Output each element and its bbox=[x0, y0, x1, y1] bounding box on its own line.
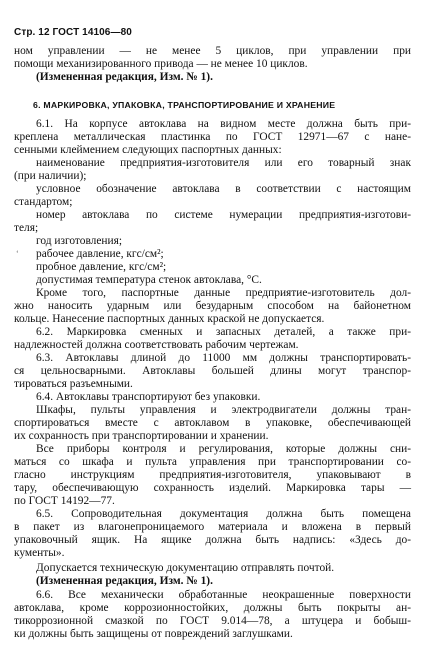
text-line: спортироваться вместе с автоклавом в упаковке, обеспечивающей bbox=[14, 417, 411, 429]
text-line: допустимая температура стенок автоклава, °С. bbox=[36, 274, 262, 286]
text-line: Кроме того, паспортные данные предприятие-изготовитель дол- bbox=[36, 287, 411, 299]
amendment-note: (Измененная редакция, Изм. № 1). bbox=[36, 575, 213, 587]
text-line: 6.1. На корпусе автоклава на видном месте должна быть при- bbox=[36, 118, 411, 130]
text-line: ся цельносварными. Автоклавы большей длины могут транспор- bbox=[14, 365, 411, 377]
text-line: год изготовления; bbox=[36, 235, 123, 247]
text-line: наименование предприятия-изготовителя или его товарный знак bbox=[36, 157, 411, 169]
text-line: условное обозначение автоклава в соответствии с настоящим bbox=[36, 183, 411, 195]
section-heading: 6. МАРКИРОВКА, УПАКОВКА, ТРАНСПОРТИРОВАНИЕ И ХРАНЕНИЕ bbox=[33, 100, 336, 110]
text-line: упаковочный ящик. На ящике должна быть надпись: «Здесь до- bbox=[14, 534, 411, 546]
text-line: жно наносить ударным или безударным способом на байонетном bbox=[14, 300, 411, 312]
text-line: Все приборы контроля и регулирования, которые должны сни- bbox=[36, 443, 411, 455]
text-line: 6.4. Автоклавы транспортируют без упаковки. bbox=[36, 391, 261, 403]
text-line: (при наличии); bbox=[14, 170, 87, 182]
text-line: тикоррозионной смазкой по ГОСТ 9.014—78, а штуцера и бобыш- bbox=[14, 615, 411, 627]
text-line: рабочее давление, кгс/см²; bbox=[36, 248, 164, 260]
margin-mark: ‘ bbox=[16, 249, 19, 258]
amendment-note: (Измененная редакция, Изм. № 1). bbox=[36, 71, 213, 83]
text-line: 6.5. Сопроводительная документация должна быть помещена bbox=[36, 508, 411, 520]
text-line: тару, обеспечивающую сохранность изделий. Маркировка тары — bbox=[14, 482, 411, 494]
text-line: надлежностей должна соответствовать рабочим чертежам. bbox=[14, 339, 299, 351]
text-line: 6.6. Все механически обработанные неокрашенные поверхности bbox=[36, 589, 411, 601]
text-line: помощи механизированного привода — не менее 10 циклов. bbox=[14, 58, 308, 70]
text-line: номер автоклава по системе нумерации предприятия-изготови- bbox=[36, 209, 411, 221]
text-line: кольце. Нанесение паспортных данных краской не допускается. bbox=[14, 313, 325, 325]
text-line: в пакет из влагонепроницаемого материала и вложена в первый bbox=[14, 521, 411, 533]
text-line: ки должны быть защищены от повреждений заглушками. bbox=[14, 628, 293, 640]
text-line: ном управлении — не менее 5 циклов, при управлении при bbox=[14, 45, 411, 57]
text-line: 6.3. Автоклавы длиной до 11000 мм должны транспортировать- bbox=[36, 352, 411, 364]
text-line: сенными клеймением следующих паспортных данных: bbox=[14, 144, 282, 156]
page-header: Стр. 12 ГОСТ 14106—80 bbox=[14, 27, 132, 38]
text-line: гласно инструкциям предприятия-изготовителя, упаковывают в bbox=[14, 469, 411, 481]
text-line: автоклава, кроме коррозионностойких, должны быть покрыты ан- bbox=[14, 602, 411, 614]
text-line: теля; bbox=[14, 222, 39, 234]
text-line: 6.2. Маркировка сменных и запасных деталей, а также при- bbox=[36, 326, 411, 338]
text-line: тироваться разъемными. bbox=[14, 378, 133, 390]
text-line: по ГОСТ 14192—77. bbox=[14, 495, 115, 507]
text-line: их сохранность при транспортировании и хранении. bbox=[14, 430, 269, 442]
text-line: Допускается техническую документацию отправлять почтой. bbox=[36, 562, 335, 574]
text-line: креплена металлическая пластинка по ГОСТ 12971—67 с нане- bbox=[14, 131, 411, 143]
text-line: пробное давление, кгс/см²; bbox=[36, 261, 167, 273]
text-line: кументы». bbox=[14, 547, 65, 559]
text-line: Шкафы, пульты управления и электродвигатели должны тран- bbox=[36, 404, 411, 416]
text-line: стандартом; bbox=[14, 196, 73, 208]
text-line: маться со шкафа и пульта управления при транспортировании со- bbox=[14, 456, 411, 468]
